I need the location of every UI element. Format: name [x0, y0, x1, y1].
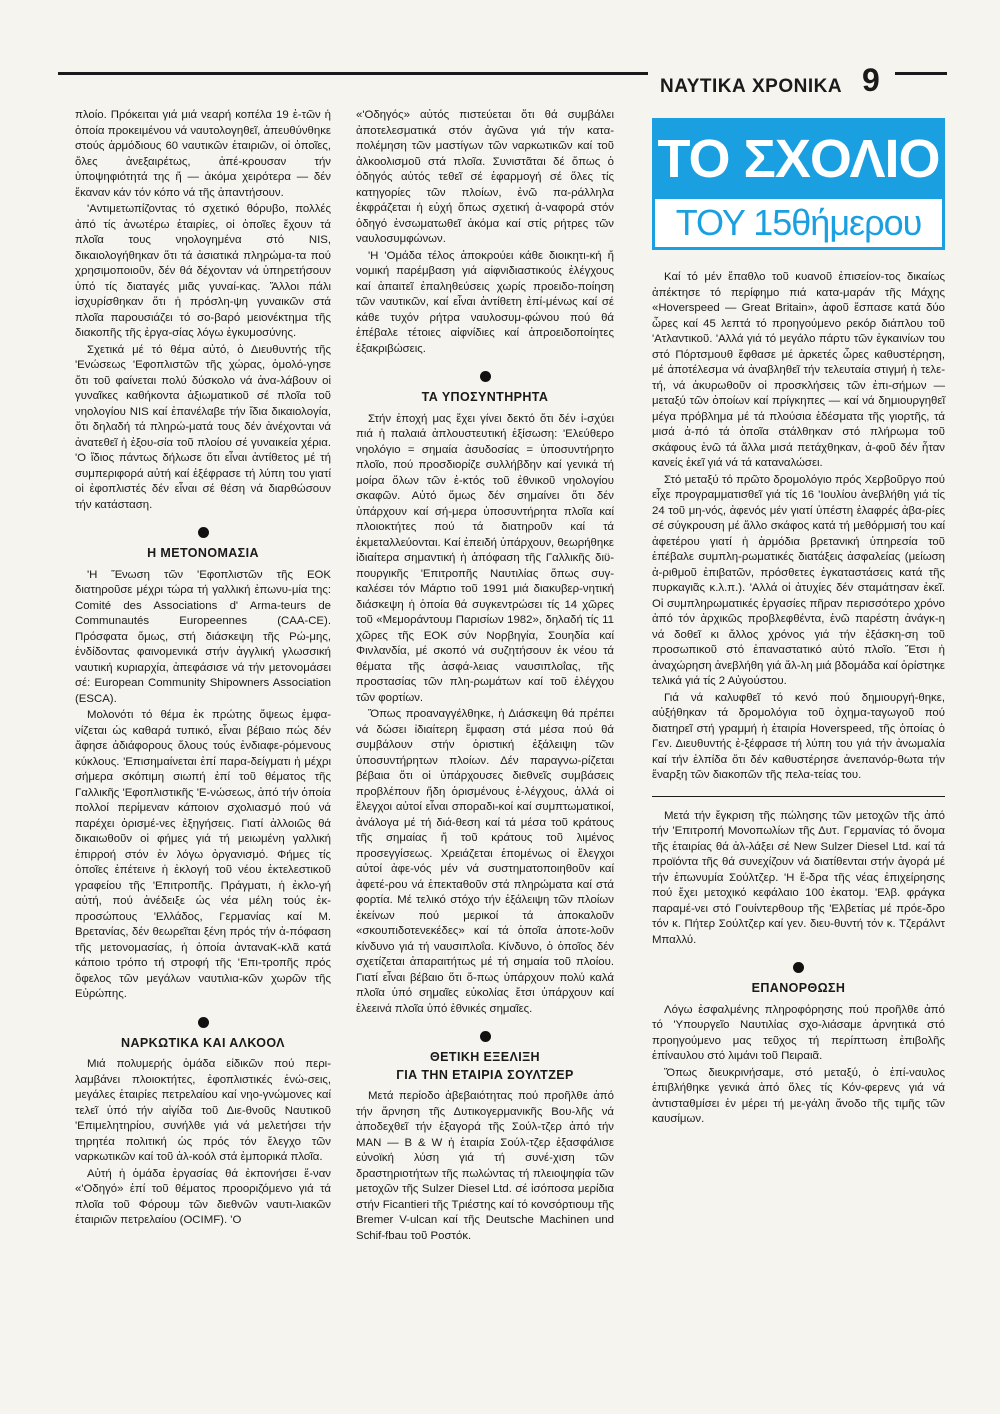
paragraph: 'Η 'Ομάδα τέλος ἀποκρούει κάθε διοικητι-κή ἤ νομική παρέμβαση γιά αἰφνιδιαστικούς ἐλέγχους καί ἀπαιτεῖ ἐπαληθεύσεις χωρίς προειδο-ποίηση τῶν ναυτικῶν, καί εἶναι ἀντίθετη ἐπί-μένως καί σέ κάθε τυχόν ρήτρα ναυλοσυμ-φώνου πού θά ἐπέβαλε τέτοιες αἰφνίδιες καί ἀπροειδοποίητες ἐξακριβώσεις. [356, 249, 614, 355]
paragraph: 'Η Ἕνωση τῶν 'Εφοπλιστῶν τῆς ΕΟΚ διατηροῦσε μέχρι τώρα τή γαλλική ἐπωνυ-μία της: Comité des Associations d' Arma-teurs de Communautés Europeennes (CAA-CE). Πρόσφατα ὅμως, στή διάσκεψη τῆς Ρώ-μης, ἐνδίδοντας φαινομενικά στήν ἀγγλική γλωσσική ναυτική κυριαρχία, ἀπεφάσισε νά τήν μετονομάσει σέ: European Community Shipowners Association (ESCA). [75, 568, 331, 705]
section-title: Η ΜΕΤΟΝΟΜΑΣΙΑ [147, 546, 259, 560]
paragraph: Ὅπως διευκρινήσαμε, στό μεταξύ, ὁ ἐπί-ναυλος ἐπιβλήθηκε γενικά ἀπό ὅλες τίς Κόν-φερενς γιά νά ἀντισταθμίσει ἐν μέρει τή με-γάλη ἄνοδο τῆς τιμῆς τῶν καυσίμων. [652, 1066, 945, 1125]
paragraph: Στήν ἐποχή μας ἔχει γίνει δεκτό ὅτι δέν ἰ-σχύει πιά ἡ παλαιά ἀπλουστευτική ἐξίσωση: 'Ελεύθερο νηολόγιο = σημαία ἀσυδοσίας = ὑποσυντήρητο πλοῖο, πού προσδιορίζε συλλήβδην καί γενικά τή μοίρα ὅλων τῶν ἐ-κτός τοῦ ἐθνικοῦ νηολογίου σκαφῶν. Αὐτό ὅμως δέν σημαίνει ὅτι δέν ὑπάρχουν καί σή-μερα ὑποσυντήρητα πλοῖα καί πλοιοκτήτες πού τά διατηροῦν καί τά ἐκμεταλλεύονται. Καί ἐπειδή ὑπάρχουν, θεωρήθηκε ἰδιαίτερα σημαντική ἡ ἀπόφαση τῆς Γαλλικῆς διϋ-πουργικῆς 'Επιτροπῆς Ναυτιλίας ὅπως συγ-καλέσει τόν Μάρτιο τοῦ 1991 μιά διακυβερ-νητική διάσκεψη ἡ ὁποία θά συγκεντρώσει τίς 14 χῶρες τοῦ «Μεμοράντουμ Παρισίων 1982», δηλαδή τίς 11 χῶρες τῆς ΕΟΚ σύν Νορβηγία, Σουηδία καί Φινλανδία, μέ σκοπό νά συζητήσουν ἐκ νέου τά θέματα τῆς ἀσφά-λειας ναυσιπλοΐας, τῆς προστασίας τῶν πλη-ρωμάτων καί τοῦ ἐλέγχου τῶν φορτίων. [356, 412, 614, 704]
section-bullet-icon [198, 1017, 209, 1028]
paragraph: Γιά νά καλυφθεῖ τό κενό πού δημιουργή-θηκε, αὐξήθηκαν τά δρομολόγια τοῦ ὀχημα-ταγωγοῦ πού διατηρεῖ στή γραμμή ἡ ἑταιρία Hoverspeed, τῆς ὁποίας ὁ Γεν. Διευθυντής ἐ-ξέφρασε τή λύπη του γιά τήν ἀνωμαλία καί τήν ἐλπίδα ὅτι δέν καθυστέρησε ἀνεπανόρ-θωτα τήν ἔναρξη τῶν διακοπῶν τῆς πελα-τείας του. [652, 691, 945, 781]
section-bullet-icon [480, 371, 491, 382]
paragraph: πλοίο. Πρόκειται γιά μιά νεαρή κοπέλα 19 ἐ-τῶν ἡ ὁποία προκειμένου νά ναυτολογηθεῖ, ἀπευθύνθηκε στούς ἁρμόδιους 60 ναυτικῶν ἑταιριῶν, οἱ ὁποῖες, ὅλες ἀνεξαιρέτως, ἀπέ-κρουσαν τήν ὑποψηφιότητά της ἤ — ἀκόμα χειρότερα — δέν ἔκαναν κάν τόν κόπο νά τῆς ἀπαντήσουν. [75, 109, 331, 199]
paragraph: «'Οδηγός» αὐτός πιστεύεται ὅτι θά συμβάλει ἀποτελεσματικά στόν ἀγῶνα γιά τήν κατα-πολέμηση τῶν μαστίγων τῶν ναρκωτικῶν καί τοῦ ἀλκοολισμοῦ στά πλοῖα. Συνιστᾶται δέ ὅπως ὁ ὁδηγός αὐτός τεθεῖ σέ ἐφαρμογή σέ ὅλες τίς κατηγορίες τῶν πλοίων, ἐνῶ πα-ράλληλα ἐκφράζεται ἡ εὐχή ὅπως σχετική ἀ-ναφορά στόν ὁδηγό ἐνσωματωθεῖ ἀκόμα καί στίς ρήτρες τῶν ναυλοσυμφώνων. [356, 109, 614, 245]
paragraph: 'Αντιμετωπίζοντας τό σχετικό θόρυβο, πολλές ἀπό τίς ἀνωτέρω ἑταιρίες, οἱ ὁποῖες ἔχουν τά πλοῖα τους νηολογημένα στό NIS, δικαιολογήθηκαν ὅτι τά ἀσιατικά πληρώμα-τα πού χρησιμοποιοῦν, δέν θά δέχονταν νά ὑπηρετήσουν ὑπό τίς διαταγές μιᾶς γυναί-κας. Ἄλλοι πάλι ἰσχυρίσθηκαν ὅτι ἡ πρόσλη-ψη γυναικῶν στά πλοῖα παρουσιάζει τό σο-βαρό μειονέκτημα τῆς διακοπῆς τῆς ἐργα-σίας λόγω ἐγκυμοσύνης. [75, 203, 331, 339]
column-2 [356, 108, 614, 1245]
header-rule-left [58, 72, 648, 75]
paragraph: Μετά τήν ἔγκριση τῆς πώλησης τῶν μετοχῶν τῆς ἀπό τήν 'Επιτροπή Μονοπωλίων τῆς Δυτ. Γερμανίας τό ὄνομα τῆς ἑταιρίας θά ἀλ-λάξει σέ New Sulzer Diesel Ltd. καί τά προϊόντα τῆς θά συνεχίζουν νά διατίθενται στήν ἀγορά μέ τήν ἐπωνυμία Σούλτζερ. 'Η ἕ-δρα τῆς νέας ἐπιχείρησης πού ἔχει μετοχικό κεφάλαιο 100 ἑκατομ. 'Ελβ. φράγκα παραμέ-νει στό Γουίντερθουρ τῆς 'Ελβετίας μέ πρόε-δρο τόν κ. Πήτερ Σούλτζερ καί γεν. διευ-θυντή τόν κ. Τζεράλντ Μπαλλύ. [652, 809, 945, 946]
divider [652, 796, 945, 797]
page-number: 9 [862, 62, 880, 98]
section-bullet-icon [793, 962, 804, 973]
banner-subtitle: ΤΟΥ 15θήμερου [655, 199, 942, 247]
paragraph: Καί τό μέν ἔπαθλο τοῦ κυανοῦ ἐπισείον-τος δικαίως ἀπέκτησε τό περίφημο πιά κατα-μαράν τῆς Μάχης «Hoverspeed — Great Britain», ἀφοῦ ἔσπασε κατά δύο ὧρες καί 45 λεπτά τό προηγούμενο ρεκόρ διάπλου τοῦ 'Ατλαντικοῦ. 'Αλλά γιά τό μεγάλο πάρτυ τῶν ἐγκαινίων του στό Πόρτσμουθ ἔφθασε μέ ἀρκετές ὧρες καθυστέρηση, μέ ἀποτέλεσμα νά ἀναβληθεῖ τήν τελευταία στιγμή ἡ τελε-τή, νά ἀκυρωθοῦν οἱ προσκλήσεις τῶν ἐπι-σήμων — μεταξύ τῶν ὁποίων καί πρίγκηπες — καί νά δημιουργηθεῖ μέγα πρόβλημα μέ τά πλούσια ἐδέσματα τῆς γιορτῆς, τά μισά ἀ-πό τά ὁποῖα στάλθηκαν στό πλήρωμα τοῦ σκάφους ἐνῶ τά ἄλλα μισά πετάχθηκαν, ἀ-φοῦ δέν ἦταν κανείς ἐκεῖ γιά νά τά καταναλώσει. [652, 271, 945, 469]
paragraph: Μολονότι τό θέμα ἐκ πρώτης ὄψεως ἐμφα-νίζεται ὡς καθαρά τυπικό, εἶναι βέβαιο πώς δέν ἄφησε ἀδιάφορους ὅλους τούς ἐνδιαφε-ρόμενους κύκλους. 'Επισημαίνεται ἐπί παρα-δείγματι ἡ μέχρι σήμερα σκόπιμη σιωπή ἐπί τοῦ θέματος τῆς Γαλλικῆς 'Εφοπλιστικῆς 'Ε-νώσεως, ἀπό τήν ὁποία πολλοί περίμεναν κάποιον σχολιασμό πού νά παρέχει ὁρισμέ-νες ἐξηγήσεις. Γιατί ἀλλοιῶς θά δικαιωθοῦν οἱ φήμες γιά τή μειωμένη γαλλική ἐπιρροή στόν ἐν λόγω ὀργανισμό. Φήμες τίς ὁποῖες ἐπέτεινε ἡ ἐκλογή τοῦ νέου ἐκτελεστικοῦ γραφείου τῆς 'Επιτροπῆς. Πράγματι, ἡ ἐκλο-γή αὐτή, πού ἀνέδειξε ὡς νέα μέλη τούς ἐκ-προσώπους 'Ελλάδος, Γερμανίας καί Μ. Βρετανίας, δέν θεωρεῖται ξένη πρός τήν ἀ-πόφαση τῆς μετονομασίας, ἡ ὁποία ἀνταναK-κλᾶ κατά κάποιο τρόπο τή στροφή τῆς 'Επι-τροπῆς πρός ὄφελος τῶν μεγάλων ναυτιλια-κῶν χωρῶν τῆς Εὐρώπης. [75, 709, 331, 1000]
section-title: ΘΕΤΙΚΗ ΕΞΕΛΙΞΗ [430, 1050, 540, 1064]
paragraph: Αὐτή ἡ ὁμάδα ἐργασίας θά ἐκπονήσει ἕ-ναν «'Οδηγό» ἐπί τοῦ θέματος προοριζόμενο γιά τά πλοῖα τοῦ Φόρουμ τῶν διεθνῶν ναυτι-λιακῶν ἑταιριῶν πετρελαίου (OCIMF). 'Ο [75, 1167, 331, 1226]
header-rule-right [895, 72, 947, 75]
section-subtitle: ΓΙΑ ΤΗΝ ΕΤΑΙΡΙΑ ΣΟΥΛΤΖΕΡ [396, 1067, 574, 1082]
paragraph: Σχετικά μέ τό θέμα αὐτό, ὁ Διευθυντής τῆς 'Ενώσεως 'Εφοπλιστῶν τῆς χώρας, ὁμολό-γησε ὅτι τοῦ φαίνεται πολύ δύσκολο νά ἀνα-λάβουν οἱ γυναῖκες καθήκοντα ἀξιωματικοῦ σέ πλοῖα τοῦ νηολογίου NIS καί ἐπανέλαβε τήν ἴδια δικαιολογία, ὅτι δηλαδή τά πληρώ-ματά τους δέν ἀνέχονται νά ἀνατεθεῖ ἡ ἐξου-σία τοῦ πλοίου σέ γυναικεία χέρια. 'Ο ἴδιος πάντως δήλωσε ὅτι εἶναι ἀντίθετος μέ τή συμπεριφορά αὐτή καί ἐξέφρασε τή λύπη του γιατί οἱ ἐφοπλιστές δέν εἶναι σέ θέση νά διαρθώσουν τήν κατάσταση. [75, 343, 331, 511]
comment-banner [652, 118, 945, 250]
paragraph: Στό μεταξύ τό πρῶτο δρομολόγιο πρός Χερβοῦργο πού εἶχε προγραμματισθεῖ γιά τίς 16 'Ιουλίου ἀνεβλήθη γιά τίς 24 τοῦ μη-νός, ἀφενός μέν γιατί ὑπέστη ἐλαφρές ἀβα-ρίες σέ σύγκρουση μέ ἄλλο σκάφος κατά τή μεθόρμισή του καί ἀφετέρου γιατί ἡ ἁρμόδια βρετανική ὑπηρεσία τοῦ ἐπέβαλε συμπλη-ρωματικές διατάξεις ἀσφαλείας (μείωση ἀ-ριθμοῦ ἐπιβατῶν, πρόσθετες ἐγκαταστάσεις κατά τῆς πυρκαγιᾶς κ.λ.π.). 'Αλλά οἱ ἀτυχίες δέν σταμάτησαν ἐκεῖ. Οἱ συμπληρωματικές ἐργασίες πῆραν περισσότερο χρόνο ἀπό τόν ἀρχικῶς προβλεφθέντα, ἐνῶ παρέστη ἀνάγκ-η νά δοθεῖ κι ἄλλος χρόνος γιά τήν ἐξάσκη-ση τοῦ προσωπικοῦ στό ἐπαναστατικό αὐτό πλοῖο. Ἔτσι ἡ ἀναχώρηση ἀνεβλήθη γιά ἄλ-λη μιά βδομάδα καί ὁρίστηκε τελικά γιά τίς 2 Αὐγούστου. [652, 473, 945, 687]
column-3 [652, 270, 945, 1129]
section-title: ΤΑ ΥΠΟΣΥΝΤΗΡΗΤΑ [421, 390, 549, 404]
section-bullet-icon [480, 1031, 491, 1042]
banner-title: ΤΟ ΣΧΟΛΙΟ [657, 129, 940, 189]
paper-name: ΝΑΥΤΙΚΑ ΧΡΟΝΙΚΑ [660, 76, 843, 97]
section-title: ΝΑΡΚΩΤΙΚΑ ΚΑΙ ΑΛΚΟΟΛ [121, 1035, 285, 1050]
paragraph: Μιά πολυμερής ὁμάδα εἰδικῶν πού περι-λαμβάνει πλοιοκτήτες, ἐφοπλιστικές ἑνώ-σεις, μεγάλες ἑταιρίες πετρελαίου καί νηο-γνώμονες καί τελεῖ ὑπό τήν αἰγίδα τοῦ Διε-θνοῦς Ναυτικοῦ 'Επιμελητηρίου, συνήλθε γιά νά μελετήσει τήν τηρητέα πολιτική ὡς πρός τόν ἔλεγχο τῶν ναρκωτικῶν καί τοῦ ἀλ-κοόλ στά ἐμπορικά πλοῖα. [75, 1058, 331, 1163]
paragraph: Μετά περίοδο ἀβεβαιότητας πού προῆλθε ἀπό τήν ἄρνηση τῆς Δυτικογερμανικῆς Βου-λῆς νά ἀποδεχθεῖ τήν ἐξαγορά τῆς Σούλ-τζερ ἀπό τήν MAN — B & W ἡ ἑταιρία Σούλ-τζερ ἐξασφάλισε εὐνοϊκή λύση γιά τή συνέ-χιση τῶν δραστηριοτήτων τῆς πωλώντας τή πλειοψηφία τῶν μετοχῶν τῆς Sulzer Diesel Ltd. σέ ἰσόποσα μερίδια στήν Ficantieri τῆς Τριέστης καί τό κονσόρτιουμ τῆς Bremer V-ulcan καί τῆς Deutsche Machinen und Schif-fbau τοῦ Ροστόκ. [356, 1090, 614, 1242]
paragraph: Λόγω ἐσφαλμένης πληροφόρησης πού προῆλθε ἀπό τό 'Υπουργεῖο Ναυτιλίας σχο-λιάσαμε ἀρνητικά στό προηγούμενο μας τεῦχος τή περίπτωση ἐπιβολῆς ἐπίναυλου στό λιμάνι τοῦ Πειραιᾶ. [652, 1003, 945, 1062]
section-title: ΕΠΑΝΟΡΘΩΣΗ [751, 981, 846, 995]
section-bullet-icon [198, 527, 209, 538]
column-1 [75, 108, 331, 1230]
paragraph: Ὅπως προαναγγέλθηκε, ἡ Διάσκεψη θά πρέπει νά δώσει ἰδιαίτερη ἔμφαση στά μέσα πού θά συμβάλουν στήν ὁριστική ἐξάλειψη τῶν ὑποσυντήρητων πλοίων. Δέν παραγνω-ρίζεται βέβαια ὅτι οἱ ὑπάρχουσες διεθνεῖς συμβάσεις προβλέπουν ἤδη ὁρισμένους ἐ-λέγχους, ἀλλά οἱ ἔλεγχοι αὐτοί εἶναι σποραδι-κοί καί συμπτωματικοί, ἀνάλογα μέ τή διά-θεση καί τά μέσα τοῦ κράτους τῆς σημαίας ἤ τοῦ κράτους τοῦ λιμένος προσεγγίσεως. Χρειάζεται ἑπομένως οἱ ἔλεγχοι αὐτοί ἀφε-νός μέν νά συστηματοποιηθοῦν καί ἀφετέ-ρου νά ἐπεκταθοῦν στά πληρώματα καί στά φορτία. Μέ τελικό στόχο τήν ἐξάλειψη τῶν πλοίων ἐκείνων πού μερικοί τά ἀποκαλοῦν «σκουπιδοτενεκέδες» καί τά ὁποῖα ἀποτε-λοῦν κίνδυνο γιά τή ναυσιπλοΐα. Κίνδυνο, ὁ ὁποῖος δέν σχετίζεται ἀπαραιτήτως μέ τή σημαία τοῦ πλοίου. Γιατί εἶναι βέβαιο ὅτι ὅ-πως ὑπάρχουν πολύ καλά πλοῖα ὑπό σημαῖες εὐκολίας ἔτσι ὑπάρχουν καί ἐλεεινά πλοῖα ὑπό ἐθνικές σημαῖες. [356, 708, 614, 1015]
